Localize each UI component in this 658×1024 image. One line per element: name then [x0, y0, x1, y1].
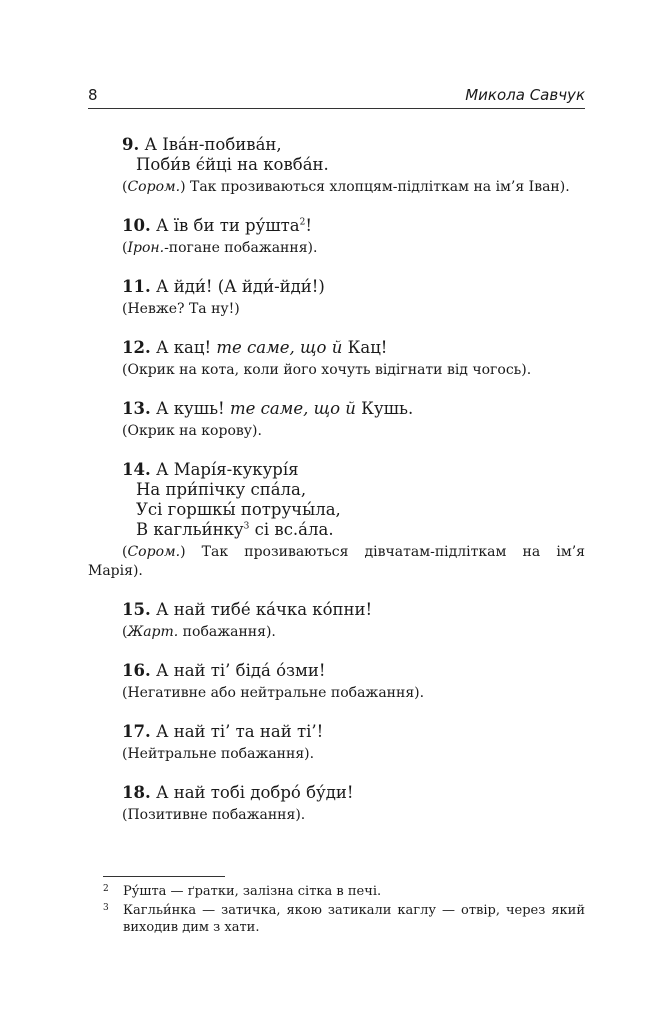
- footnote-ref: 3: [243, 521, 250, 532]
- footnote-2: [103, 883, 585, 900]
- entry-10: [88, 215, 585, 258]
- footnote-3: [103, 902, 585, 936]
- entry-14: [88, 459, 585, 581]
- entry-description: (Сором.) Так прозиваються дівчатам-підліткам на ім’я Марія).: [88, 544, 585, 579]
- entry-title: 18. А най тобі добро́ бу́ди!: [122, 783, 354, 802]
- entry-title: 11. А йди́! (А йди́-йди́!): [122, 277, 325, 296]
- entry-description: (Негативне або нейтральне побажання).: [122, 685, 425, 701]
- entry-16: [88, 660, 585, 703]
- entry-description: (Нейтральне побажання).: [122, 746, 315, 762]
- footnote-mark: 2: [103, 884, 109, 894]
- entry-15: [88, 599, 585, 642]
- entry-description: (Позитивне побажання).: [122, 807, 306, 823]
- footnote-divider: [103, 876, 225, 877]
- entry-title: 13. А кушь! те саме, що й Кушь.: [122, 399, 414, 418]
- entry-description: (Невже? Та ну!): [122, 301, 240, 317]
- entry-11: [88, 276, 585, 319]
- entry-title: 12. А кац! те саме, що й Кац!: [122, 338, 388, 357]
- entry-13: [88, 398, 585, 441]
- entry-description: (Сором.) Так прозиваються хлопцям-підліткам на ім’я Іван).: [122, 179, 570, 195]
- entry-description: (Окрик на кота, коли його хочуть відігнати від чогось).: [122, 362, 532, 378]
- footnote-text: Кагльи́нка — затичка, якою затикали каглу — отвір, через який виходив дим з хати.: [123, 903, 585, 935]
- entry-title: 9. А Іва́н-побива́н,: [122, 135, 282, 154]
- entry-9: [88, 134, 585, 197]
- entry-description: (Жарт. побажання).: [122, 624, 276, 640]
- verse-line: Усі горшкы́ потручы́ла,: [136, 500, 341, 519]
- verse-line: В кагльи́нку$^3$ сі вс.а́ла.: [136, 520, 334, 539]
- entry-title: 17. А най ті’ та най ті’!: [122, 722, 324, 741]
- footnotes: [103, 876, 585, 938]
- entries-list: [88, 134, 585, 843]
- footnote-ref: 2: [299, 217, 306, 228]
- entry-12: [88, 337, 585, 380]
- footnote-mark: 3: [103, 903, 109, 913]
- running-header: [88, 86, 585, 109]
- entry-18: [88, 782, 585, 825]
- entry-title: 10. А їв би ти ру́шта$^2$!: [122, 216, 313, 235]
- entry-17: [88, 721, 585, 764]
- entry-title: 14. А Марі́я-кукурі́я: [122, 460, 299, 479]
- verse-line: На при́пічку спа́ла,: [136, 480, 307, 499]
- running-author: Микола Савчук: [465, 86, 585, 104]
- footnote-text: Ру́шта — ґратки, залізна сітка в печі.: [123, 884, 382, 899]
- entry-title: 15. А най тибе́ ка́чка ко́пни!: [122, 600, 373, 619]
- verse-line: Поби́в є́йці на ковба́н.: [136, 155, 329, 174]
- page-number: 8: [88, 86, 98, 104]
- entry-description: (Окрик на корову).: [122, 423, 262, 439]
- entry-description: (Ірон.-погане побажання).: [122, 240, 318, 256]
- entry-title: 16. А най ті’ біда́ о́зми!: [122, 661, 326, 680]
